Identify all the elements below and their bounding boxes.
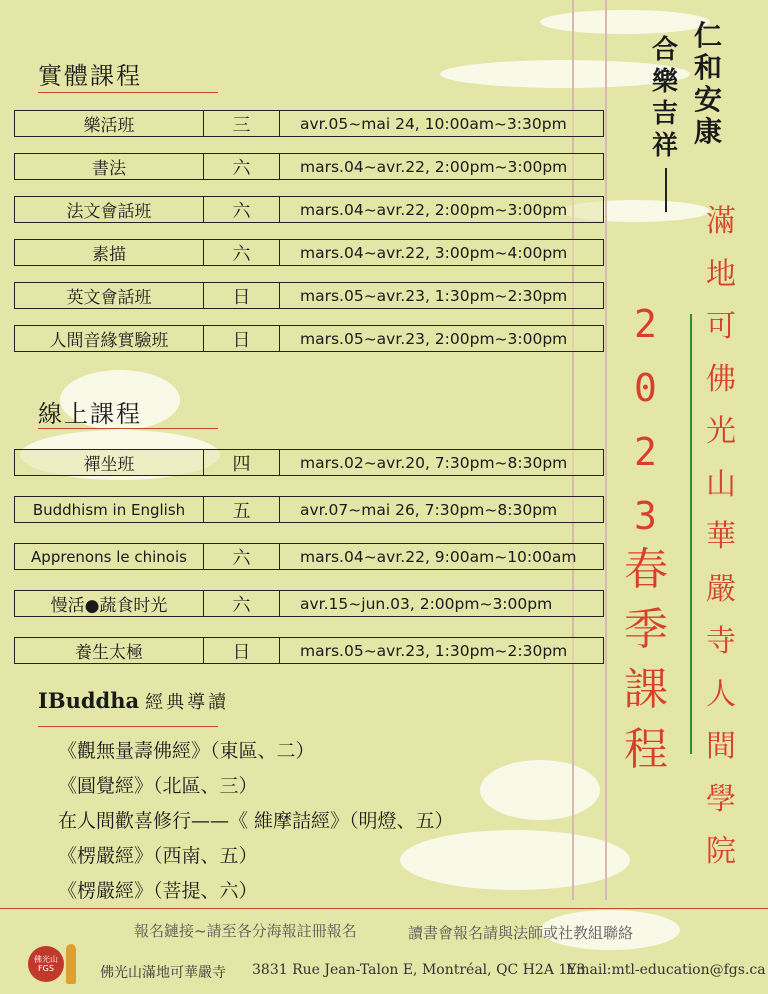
course-schedule: mars.02~avr.20, 7:30pm~8:30pm xyxy=(300,453,568,472)
calligraphy-blessing-1 xyxy=(694,20,722,148)
vertical-char: 寺 xyxy=(706,624,736,659)
course-day: 六 xyxy=(204,591,280,616)
course-schedule: mars.05~avr.23, 2:00pm~3:00pm xyxy=(300,329,568,348)
vertical-char: 春 xyxy=(624,544,668,595)
course-day: 五 xyxy=(204,497,280,522)
vertical-char: 課 xyxy=(624,664,668,715)
course-row xyxy=(14,637,604,664)
course-name: 人間音緣實驗班 xyxy=(15,326,204,351)
course-row xyxy=(14,110,604,137)
course-name: 素描 xyxy=(15,240,204,265)
vertical-char: 嚴 xyxy=(706,571,736,607)
course-name: 樂活班 xyxy=(15,111,204,136)
course-day: 日 xyxy=(204,283,280,308)
course-row xyxy=(14,153,604,180)
cloud-decoration xyxy=(480,760,600,820)
fgs-logo-icon xyxy=(28,946,64,982)
calligraphy-blessing-2 xyxy=(652,34,678,162)
course-day: 六 xyxy=(204,154,280,179)
course-day: 四 xyxy=(204,450,280,475)
org-name-vertical xyxy=(706,196,736,879)
vertical-guide-line xyxy=(605,0,607,900)
vertical-char: 2 xyxy=(634,302,657,346)
course-row xyxy=(14,590,604,617)
vertical-char: 2 xyxy=(634,430,657,474)
green-divider xyxy=(690,314,692,754)
course-row xyxy=(14,496,604,523)
vertical-char: 0 xyxy=(634,366,657,410)
course-name: 禪坐班 xyxy=(15,450,204,475)
course-day: 六 xyxy=(204,544,280,569)
vertical-char: 程 xyxy=(624,724,668,775)
course-row xyxy=(14,449,604,476)
sutra-item: 《圓覺經》（北區、三） xyxy=(58,775,258,797)
cloud-decoration xyxy=(540,10,710,34)
course-name: Apprenons le chinois xyxy=(15,544,204,569)
section-underline xyxy=(38,92,218,93)
course-name: 英文會話班 xyxy=(15,283,204,308)
course-row xyxy=(14,543,604,570)
vertical-char: 地 xyxy=(706,256,736,292)
vertical-char: 安 xyxy=(694,83,723,116)
ibuddha-title-bold: IBuddha xyxy=(38,688,140,713)
vertical-char: 學 xyxy=(706,781,736,817)
course-day: 三 xyxy=(204,111,280,136)
course-name: 法文會話班 xyxy=(15,197,204,222)
section-title-physical: 實體課程 xyxy=(38,62,142,90)
course-name: 慢活●蔬食时光 xyxy=(15,591,204,616)
course-name: 養生太極 xyxy=(15,638,204,663)
vertical-char: 康 xyxy=(694,115,723,148)
course-schedule: avr.15~jun.03, 2:00pm~3:00pm xyxy=(300,594,553,613)
year-vertical xyxy=(634,292,657,548)
section-title-online: 線上課程 xyxy=(38,400,142,428)
footer-divider xyxy=(0,908,768,909)
course-schedule: mars.04~avr.22, 9:00am~10:00am xyxy=(300,547,577,566)
course-schedule: mars.05~avr.23, 1:30pm~2:30pm xyxy=(300,641,568,660)
cloud-decoration xyxy=(400,830,630,890)
vertical-char: 人 xyxy=(706,676,736,712)
vertical-char: 滿 xyxy=(706,204,736,239)
vertical-char: 季 xyxy=(624,604,668,655)
ibuddha-title xyxy=(38,688,229,714)
section-underline xyxy=(38,726,218,727)
course-row xyxy=(14,325,604,352)
logo-text: 佛光山 FGS xyxy=(34,955,58,973)
vertical-char: 院 xyxy=(706,834,736,869)
course-day: 日 xyxy=(204,326,280,351)
vertical-char: 間 xyxy=(706,729,736,764)
course-row xyxy=(14,282,604,309)
register-note: 報名鏈接~請至各分海報註冊報名 xyxy=(134,922,357,940)
course-day: 六 xyxy=(204,240,280,265)
temple-address: 3831 Rue Jean-Talon E, Montréal, QC H2A 1Y3 xyxy=(252,962,586,978)
vertical-char: 和 xyxy=(694,51,723,84)
vertical-char: 3 xyxy=(634,494,657,538)
temple-name: 佛光山滿地可華嚴寺 xyxy=(100,965,226,981)
calligraphy-stroke xyxy=(665,168,667,212)
course-schedule: avr.05~mai 24, 10:00am~3:30pm xyxy=(300,114,567,133)
course-schedule: mars.04~avr.22, 2:00pm~3:00pm xyxy=(300,200,568,219)
sutra-item: 在人間歡喜修行——《 維摩詰經》（明燈、五） xyxy=(58,810,454,832)
vertical-char: 山 xyxy=(706,466,736,502)
contact-note: 讀書會報名請與法師或社教組聯絡 xyxy=(408,924,634,942)
course-day: 六 xyxy=(204,197,280,222)
course-schedule: mars.04~avr.22, 3:00pm~4:00pm xyxy=(300,243,568,262)
vertical-char: 仁 xyxy=(694,19,723,52)
vertical-char: 佛 xyxy=(706,361,736,397)
sutra-item: 《觀無量壽佛經》（東區、二） xyxy=(58,740,315,762)
ibuddha-title-rest: 經典導讀 xyxy=(145,692,230,713)
vertical-char: 吉 xyxy=(652,99,679,129)
course-schedule: mars.05~avr.23, 1:30pm~2:30pm xyxy=(300,286,568,305)
course-schedule: avr.07~mai 26, 7:30pm~8:30pm xyxy=(300,500,558,519)
course-name: Buddhism in English xyxy=(15,497,204,522)
season-vertical xyxy=(624,540,668,780)
course-row xyxy=(14,239,604,266)
vertical-char: 華 xyxy=(706,519,736,554)
vertical-char: 光 xyxy=(706,414,736,449)
course-name: 書法 xyxy=(15,154,204,179)
course-day: 日 xyxy=(204,638,280,663)
contact-email[interactable]: Email:mtl-education@fgs.ca xyxy=(566,962,766,978)
vertical-char: 合 xyxy=(652,35,679,65)
course-row xyxy=(14,196,604,223)
vertical-char: 樂 xyxy=(652,67,679,97)
course-schedule: mars.04~avr.22, 2:00pm~3:00pm xyxy=(300,157,568,176)
buddha-figure-icon xyxy=(66,944,76,984)
vertical-char: 可 xyxy=(706,309,736,344)
sutra-item: 《楞嚴經》（西南、五） xyxy=(58,845,258,867)
sutra-item: 《楞嚴經》（菩提、六） xyxy=(58,880,258,902)
vertical-char: 祥 xyxy=(652,131,679,161)
section-underline xyxy=(38,428,218,429)
